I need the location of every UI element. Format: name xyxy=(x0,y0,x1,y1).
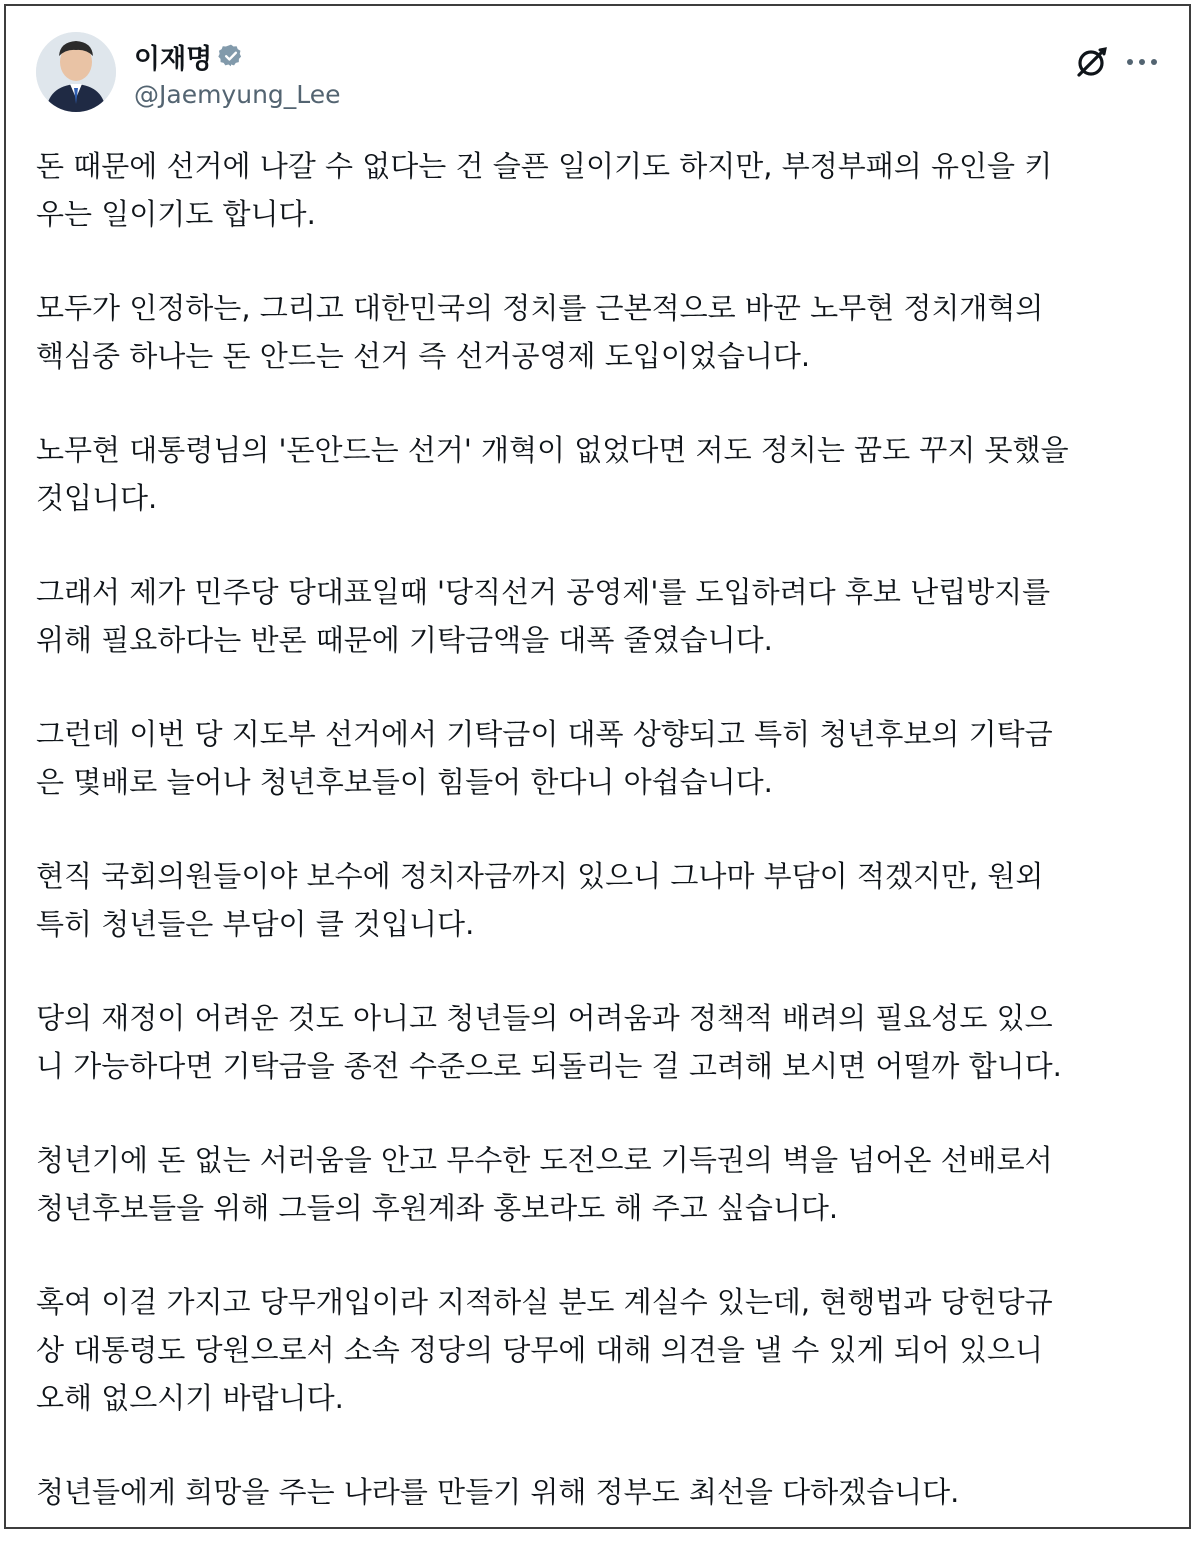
avatar-photo-icon xyxy=(36,32,116,112)
tweet-card xyxy=(4,4,1191,1529)
avatar[interactable] xyxy=(36,32,116,112)
author-name-row xyxy=(134,38,244,74)
author-name[interactable]: 이재명 xyxy=(134,43,213,75)
tweet-header xyxy=(36,32,1176,122)
verified-badge-icon xyxy=(218,43,244,69)
tweet-paragraph: 현직 국회의원들이야 보수에 정치자금까지 있으니 그나마 부담이 적겠지만, 원외 특히 청년들은 부담이 클 것입니다. xyxy=(36,859,1044,941)
tweet-paragraph: 그래서 제가 민주당 당대표일때 '당직선거 공영제'를 도입하려다 후보 난립방지를 위해 필요하다는 반론 때문에 기탁금액을 대폭 줄였습니다. xyxy=(36,575,1051,657)
tweet-paragraph: 그런데 이번 당 지도부 선거에서 기탁금이 대폭 상향되고 특히 청년후보의 기탁금 은 몇배로 늘어나 청년후보들이 힘들어 한다니 아쉽습니다. xyxy=(36,717,1053,799)
tweet-paragraph: 당의 재정이 어려운 것도 아니고 청년들의 어려움과 정책적 배려의 필요성도 있으 니 가능하다면 기탁금을 종전 수준으로 되돌리는 걸 고려해 보시면 어떨까 합니다. xyxy=(36,1001,1062,1083)
tweet-paragraph: 청년기에 돈 없는 서러움을 안고 무수한 도전으로 기득권의 벽을 넘어온 선배로서 청년후보들을 위해 그들의 후원계좌 홍보라도 해 주고 싶습니다. xyxy=(36,1143,1053,1225)
more-icon[interactable] xyxy=(1122,42,1162,82)
tweet-paragraph: 모두가 인정하는, 그리고 대한민국의 정치를 근본적으로 바꾼 노무현 정치개혁의 핵심중 하나는 돈 안드는 선거 즉 선거공영제 도입이었습니다. xyxy=(36,291,1044,373)
tweet-paragraph: 혹여 이걸 가지고 당무개입이라 지적하실 분도 계실수 있는데, 현행법과 당헌당규 상 대통령도 당원으로서 소속 정당의 당무에 대해 의견을 낼 수 있게 되어 있으니 오해 없으시기 바랍니다. xyxy=(36,1285,1053,1415)
tweet-paragraph: 돈 때문에 선거에 나갈 수 없다는 건 슬픈 일이기도 하지만, 부정부패의 유인을 키 우는 일이기도 합니다. xyxy=(36,149,1053,231)
tweet-paragraph: 노무현 대통령님의 '돈안드는 선거' 개혁이 없었다면 저도 정치는 꿈도 꾸지 못했을 것입니다. xyxy=(36,433,1069,515)
tweet-paragraph: 청년들에게 희망을 주는 나라를 만들기 위해 정부도 최선을 다하겠습니다. xyxy=(36,1475,960,1509)
author-handle[interactable]: @Jaemyung_Lee xyxy=(134,80,341,109)
tweet-text xyxy=(36,142,1176,1562)
grok-icon[interactable] xyxy=(1072,42,1112,82)
